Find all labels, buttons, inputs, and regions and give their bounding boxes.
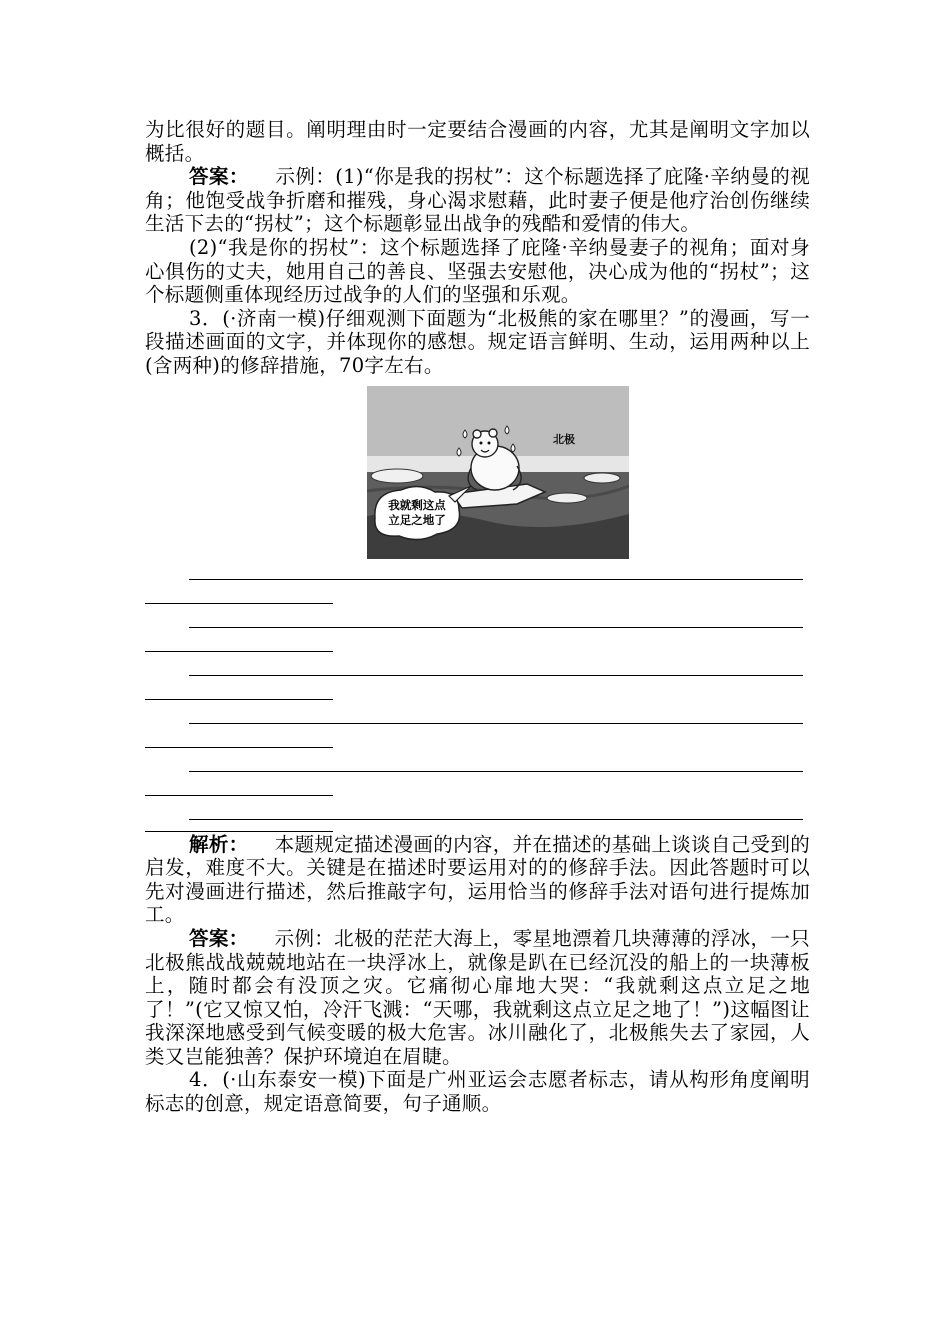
answer-blank-line[interactable] [145,605,810,653]
answer-text: 示例：(1)“你是我的拐杖”：这个标题选择了庇隆·辛纳曼的视角；他饱受战争折磨和摧残，身心渴求慰藉，此时妻子便是他疗治创伤继续生活下去的“拐杖”；这个标题彰显出战争的残酷和爱情的伟大。 [145,165,810,236]
analysis-text: 本题规定描述漫画的内容，并在描述的基础上谈谈自己受到的启发，难度不大。关键是在描述时要运用对的的修辞手法。因此答题时可以先对漫画进行描述，然后推敲字句，运用恰当的修辞手法对语句进行提炼加工。 [145,832,811,927]
intro-paragraph: 为比很好的题目。阐明理由时一定要结合漫画的内容，尤其是阐明文字加以概括。 [145,118,810,165]
speech-bubble-line-1: 我就剩这点 [388,497,446,512]
answer-blank-line[interactable] [145,701,810,749]
speech-bubble-line-2: 立足之地了 [388,512,446,527]
q3-analysis [145,833,810,927]
question-4: 4．(·山东泰安一模)下面是广州亚运会志愿者标志，请从构形角度阐明标志的创意，规定语意简要，句子通顺。 [145,1068,810,1116]
answer-blank-area [145,557,810,833]
answer-blank-line[interactable] [145,797,810,833]
answer-text: 示例：北极的茫茫大海上，零星地漂着几块薄薄的浮冰，一只北极熊战战兢兢地站在一块浮冰上，就像是趴在已经沉没的船上的一块薄板上，随时都会有没顶之灾。它痛彻心扉地大哭：“我就剩这点立足之地了！”(它又惊又怕，冷汗飞溅：“天哪，我就剩这点立足之地了！”)这幅图让我深深地感受到气候变暖的极大危害。冰川融化了，北极熊失去了家园，人类又岂能独善？保护环境迫在眉睫。 [145,926,811,1068]
cartoon-illustration [367,386,629,559]
answer-label: 答案： [189,165,249,189]
q2-answer-paragraph-2: (2)“我是你的拐杖”：这个标题选择了庇隆·辛纳曼妻子的视角；面对身心俱伤的丈夫，她用自己的善良、坚强去安慰他，决心成为他的“拐杖”；这个标题侧重体现经历过战争的人们的坚强和乐观。 [145,235,810,307]
question-3: 3．(·济南一模)仔细观测下面题为“北极熊的家在哪里？”的漫画，写一段描述画面的文字，并体现你的感想。规定语言鲜明、生动，运用两种以上(含两种)的修辞措施，70字左右。 [145,306,810,377]
answer-blank-line[interactable] [145,557,810,605]
polar-bear-cartoon [367,386,629,559]
analysis-label: 解析： [189,832,249,856]
speech-bubble-text [382,498,452,528]
q2-answer-paragraph-1 [145,165,810,236]
q3-answer [145,927,810,1069]
answer-label: 答案： [189,926,249,950]
document-page [145,118,810,1116]
north-pole-label: 北极 [553,432,575,446]
answer-blank-line[interactable] [145,653,810,701]
answer-blank-line[interactable] [145,749,810,797]
